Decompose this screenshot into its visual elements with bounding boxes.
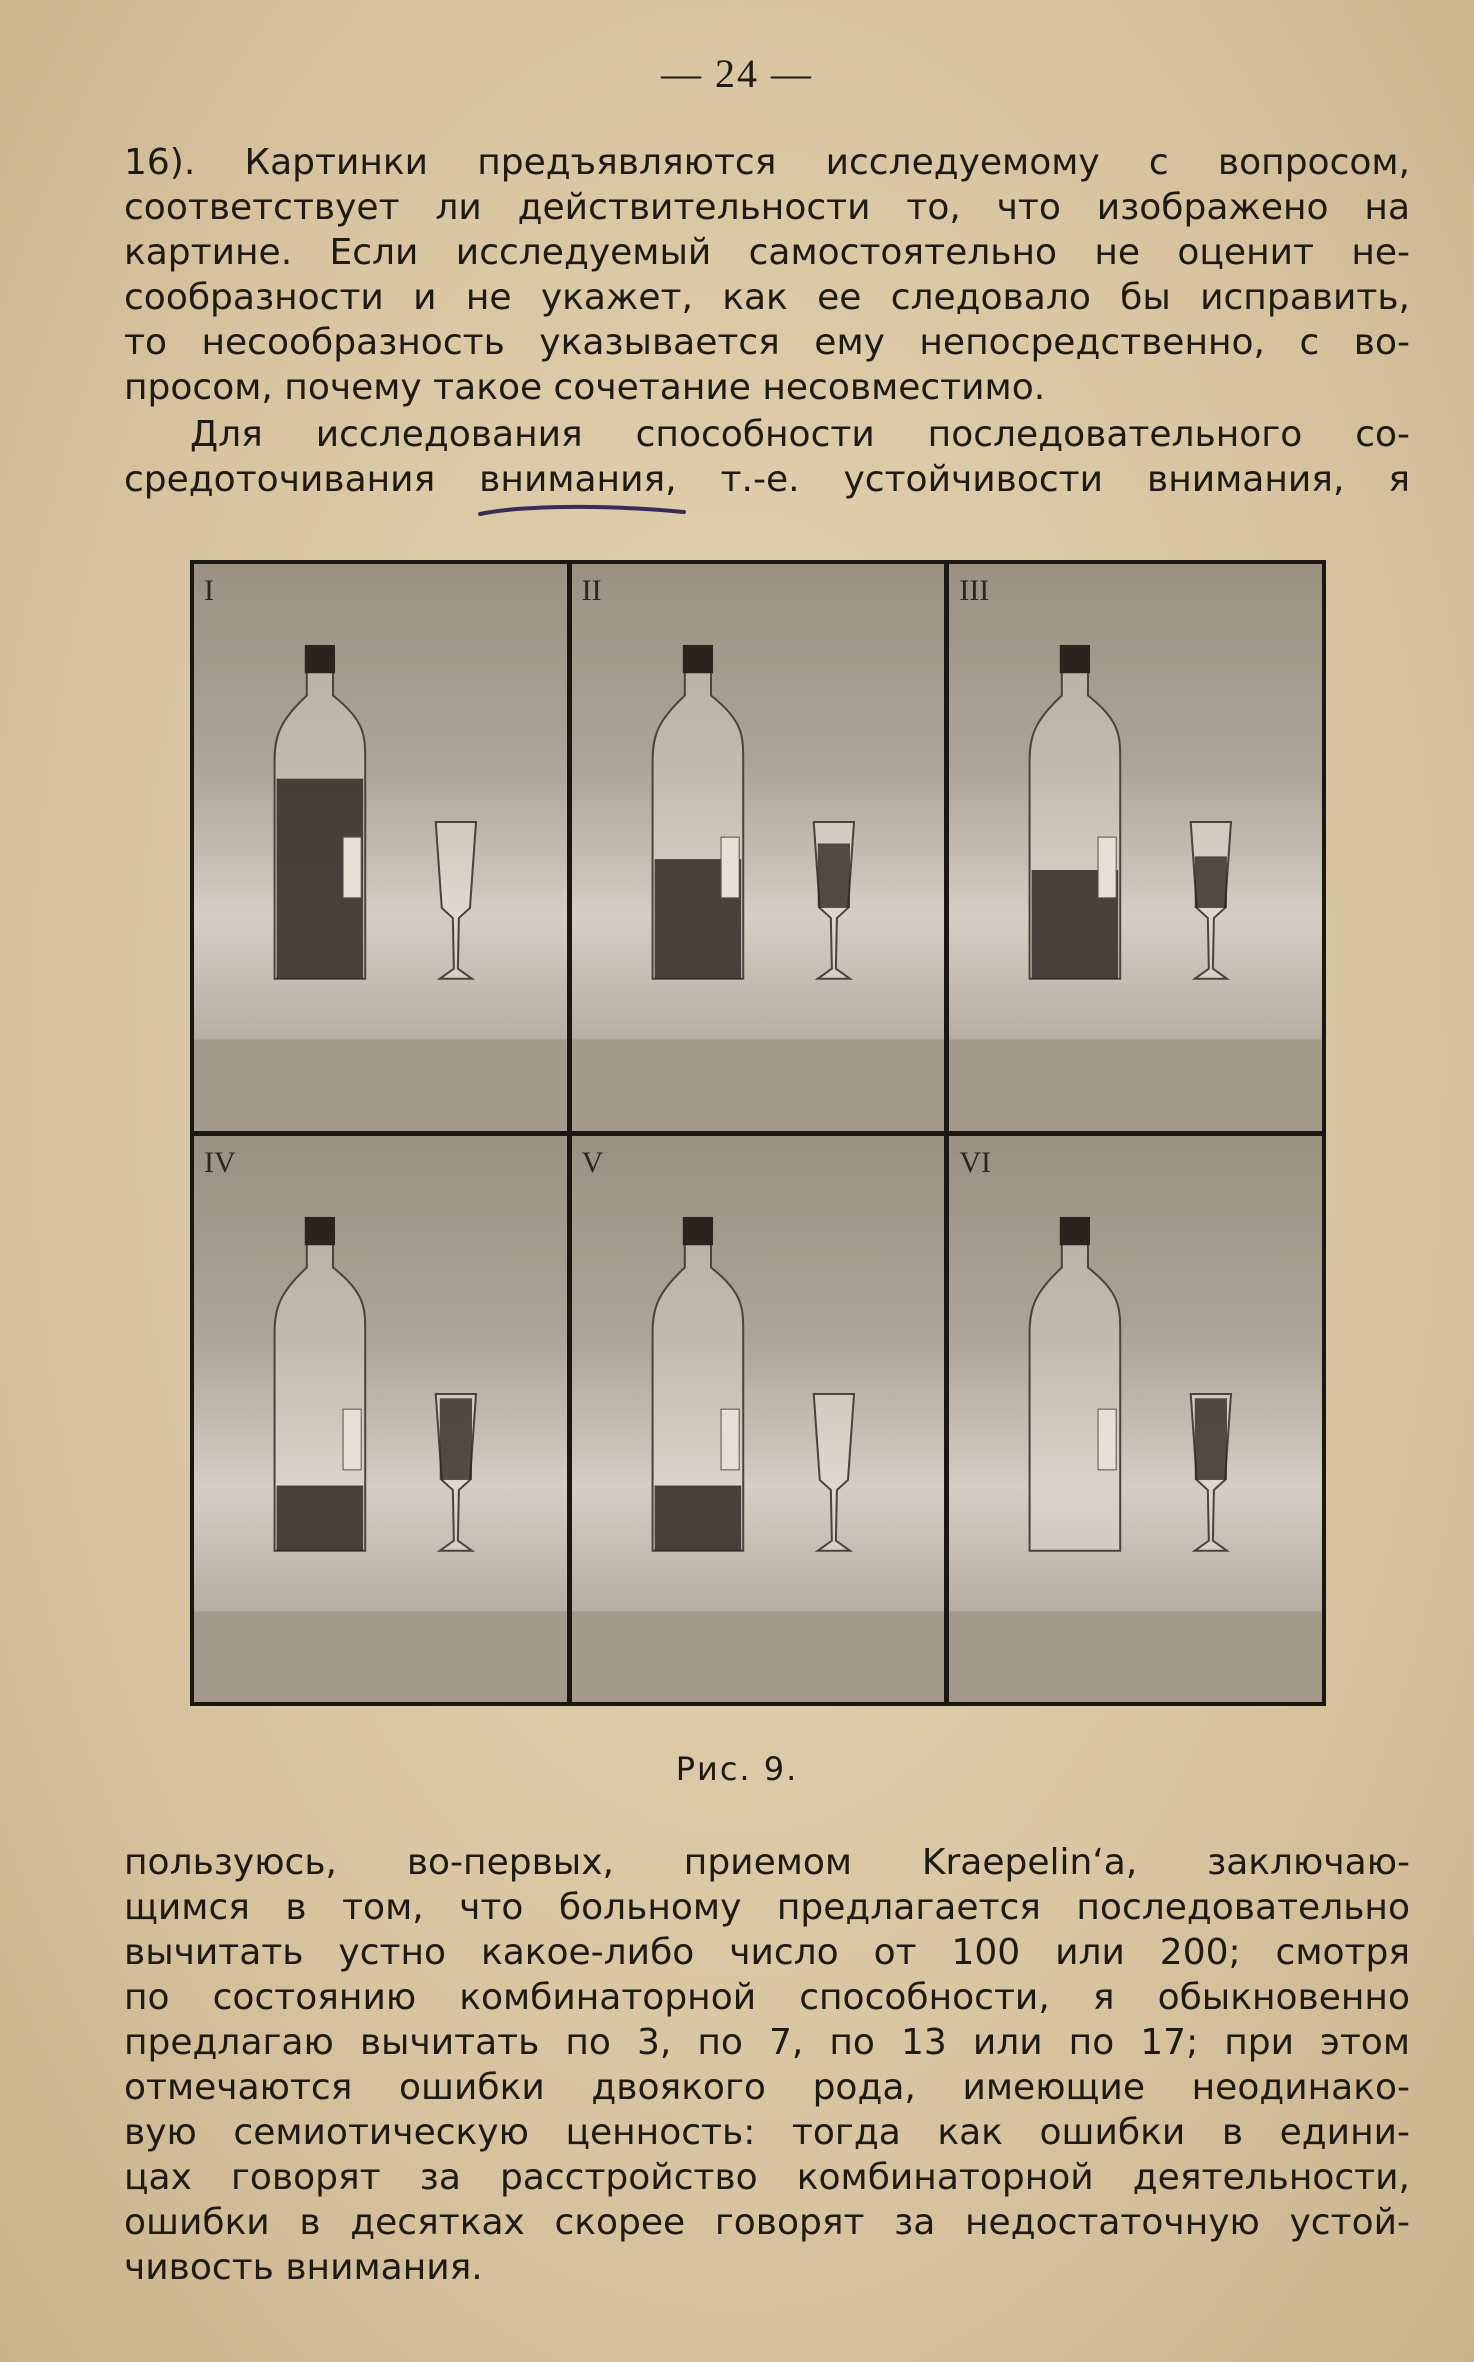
panel-label: II xyxy=(581,574,602,607)
bottle-and-glass-illustration xyxy=(949,564,1322,1131)
text-line: предлагаю вычитать по 3, по 7, по 13 или по 17; при этом xyxy=(124,2022,1410,2063)
text-line: просом, почему такое сочетание несовместимо. xyxy=(124,367,1046,408)
bottle-liquid xyxy=(654,1485,741,1550)
figure-panel xyxy=(572,1136,945,1703)
panel-label: VI xyxy=(959,1145,991,1179)
bottle-label xyxy=(343,1409,361,1470)
bottle-label xyxy=(721,1409,739,1470)
glass-liquid xyxy=(1195,1398,1227,1480)
bottle-cork xyxy=(305,1216,335,1244)
table-edge xyxy=(572,1039,945,1130)
bottle-and-glass-illustration xyxy=(194,1136,567,1703)
pen-underline-mark xyxy=(478,500,688,520)
table-edge xyxy=(949,1039,1322,1130)
figure-panel xyxy=(194,1136,567,1703)
bottle-and-glass-illustration xyxy=(572,1136,945,1703)
text-line: 16). Картинки предъявляются исследуемому с вопросом, xyxy=(124,142,1410,183)
text-line: щимся в том, что больному предлагается последовательно xyxy=(124,1887,1410,1928)
text-line: картине. Если исследуемый самостоятельно не оценит не- xyxy=(124,232,1410,273)
glass-liquid xyxy=(440,1398,472,1480)
text-line: сообразности и не укажет, как ее следовало бы исправить, xyxy=(124,277,1410,318)
text-line: вую семиотическую ценность: тогда как ошибки в едини- xyxy=(124,2112,1410,2153)
bottle-cork xyxy=(1060,645,1090,673)
page-number: — 24 — xyxy=(661,51,813,96)
text-line: ошибки в десятках скорее говорят за недостаточную устой- xyxy=(124,2202,1410,2243)
text-line: чивость внимания. xyxy=(124,2247,483,2288)
bottle-label xyxy=(1098,1409,1116,1470)
table-edge xyxy=(194,1611,567,1702)
wine-glass xyxy=(813,1393,853,1550)
text-line: средоточивания внимания, т.-е. устойчивости внимания, я xyxy=(124,459,1410,500)
panel-grid xyxy=(194,564,1322,1702)
glass-liquid xyxy=(1195,856,1227,908)
table-edge xyxy=(949,1611,1322,1702)
bottle-liquid xyxy=(277,1485,364,1550)
figure-caption: Рис. 9. xyxy=(675,1750,799,1788)
text-line: по состоянию комбинаторной способности, я обыкновенно xyxy=(124,1977,1410,2018)
bottle-label xyxy=(343,837,361,898)
text-line: пользуюсь, во-первых, приемом Kraepelin‘a, заключаю- xyxy=(124,1842,1410,1883)
table-edge xyxy=(194,1039,567,1130)
bottle-cork xyxy=(1060,1216,1090,1244)
figure-panel xyxy=(949,1136,1322,1703)
paragraph-1 xyxy=(124,140,1410,410)
text-line: Для исследования способности последовательного со- xyxy=(190,414,1410,455)
bottle xyxy=(1030,1232,1121,1551)
bottle-label xyxy=(1098,837,1116,898)
text-line: отмечаются ошибки двоякого рода, имеющие неодинако- xyxy=(124,2067,1410,2108)
table-edge xyxy=(572,1611,945,1702)
glass-liquid xyxy=(817,843,849,907)
figure-panel xyxy=(572,564,945,1131)
bottle-label xyxy=(721,837,739,898)
figure-panel xyxy=(949,564,1322,1131)
panel-label: IV xyxy=(204,1145,236,1179)
text-line: соответствует ли действительности то, что изображено на xyxy=(124,187,1410,228)
bottle-and-glass-illustration xyxy=(572,564,945,1131)
bottle-and-glass-illustration xyxy=(949,1136,1322,1703)
text-line: то несообразность указывается ему непосредственно, с во- xyxy=(124,322,1410,363)
text-line: вычитать устно какое-либо число от 100 или 200; смотря xyxy=(124,1932,1410,1973)
panel-label: I xyxy=(204,574,214,607)
bottle-cork xyxy=(682,1216,712,1244)
paragraph-2 xyxy=(124,412,1410,502)
bottle-cork xyxy=(682,645,712,673)
wine-glass xyxy=(436,822,476,979)
figure-panel xyxy=(194,564,567,1131)
figure-bottle-series xyxy=(190,560,1326,1706)
paragraph-3 xyxy=(124,1840,1410,2290)
bottle-cork xyxy=(305,645,335,673)
bottle-and-glass-illustration xyxy=(194,564,567,1131)
text-line: цах говорят за расстройство комбинаторной деятельности, xyxy=(124,2157,1410,2198)
panel-label: III xyxy=(959,574,990,607)
panel-label: V xyxy=(581,1145,604,1179)
